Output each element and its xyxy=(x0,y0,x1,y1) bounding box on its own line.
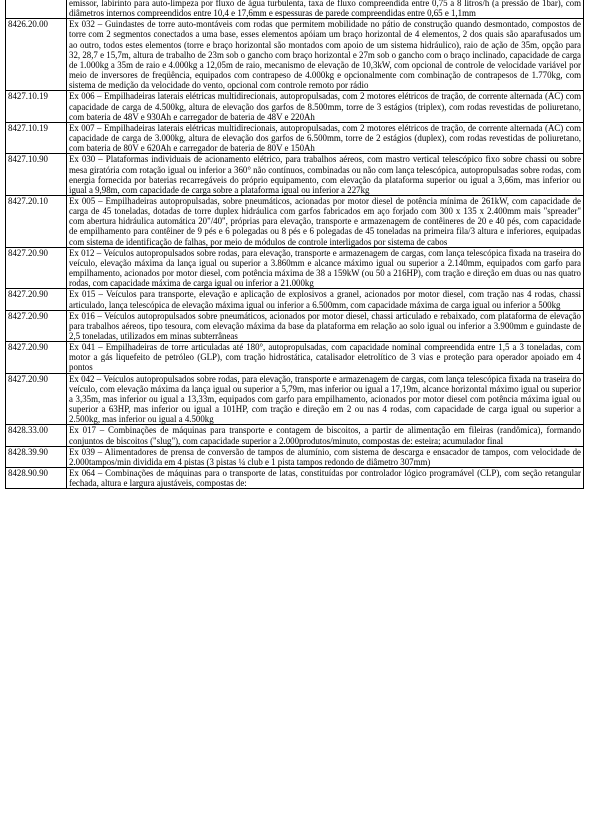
ncm-code-cell: 8427.10.90 xyxy=(6,154,67,196)
table-row xyxy=(6,468,584,489)
table-row xyxy=(6,195,584,247)
ncm-code-cell: 8427.20.90 xyxy=(6,310,67,341)
description-cell: Ex 006 – Empilhadeiras laterais elétricas multidirecionais, autopropulsadas, com 2 motores elétricos de tração, de corrente alternada (AC) com capacidade de carga de 4.500kg, altura de elevação dos garfos de 8.500mm, torre de 3 estágios (triplex), com rodas revestidas de poliuretano, com bateria de 48V e 930Ah e carregador de bateria de 48V e 220Ah xyxy=(67,91,584,122)
ncm-code-cell: 8427.10.19 xyxy=(6,122,67,153)
ncm-code-cell: 8427.10.19 xyxy=(6,91,67,122)
ncm-code-cell xyxy=(6,0,67,19)
table-row xyxy=(6,425,584,446)
table-row xyxy=(6,446,584,467)
table-row xyxy=(6,289,584,310)
description-cell: Ex 016 – Veículos autopropulsados sobre pneumáticos, acionados por motor diesel, chassi articulado e rebaixado, com plataforma de elevação para trabalhos aéreos, tipo tesoura, com elevação máxima da base da plataforma em relação ao solo igual ou inferior a 3.900mm e guindaste de 2,5 toneladas, utilizados em minas subterrâneas xyxy=(67,310,584,341)
table-row xyxy=(6,373,584,425)
description-cell: Ex 042 – Veículos autopropulsados sobre rodas, para elevação, transporte e armazenagem de cargas, com lança telescópica fixada na traseira do veículo, com elevação máxima da lança igual ou superior a 5,79m, mas inferior ou igual a 17,19m, alcance horizontal máximo igual ou superior a 3,35m, mas inferior ou igual a 13,33m, equipados com garfo para empilhamento, acionados por motor diesel com potência máxima igual ou superior a 63HP, mas inferior ou igual a 101HP, com tração e direção em 2 ou nas 4 rodas, com capacidade de carga igual ou superior a 2.500kg, mas inferior ou igual a 4.500kg xyxy=(67,373,584,425)
table-row xyxy=(6,342,584,373)
table-row xyxy=(6,91,584,122)
description-cell: Ex 064 – Combinações de máquinas para o transporte de latas, constituídas por controlador lógico programável (CLP), com seção retangular fechada, altura e largura ajustáveis, compostas de: xyxy=(67,468,584,489)
ncm-code-cell: 8428.39.90 xyxy=(6,446,67,467)
ncm-code-cell: 8427.20.90 xyxy=(6,247,67,289)
table-row xyxy=(6,310,584,341)
description-cell: Ex 007 – Empilhadeiras laterais elétricas multidirecionais, autopropulsadas, com 2 motores elétricos de tração, de corrente alternada (AC) com capacidade de carga de 3.000kg, altura de elevação dos garfos de 6.500mm, torre de 2 estágios (duplex), com rodas revestidas de poliuretano, com bateria de 80V e 620Ah e carregador de bateria de 80V e 150Ah xyxy=(67,122,584,153)
table-row xyxy=(6,0,584,19)
table-row xyxy=(6,19,584,91)
table-row xyxy=(6,122,584,153)
ncm-code-cell: 8427.20.10 xyxy=(6,195,67,247)
description-cell: Ex 015 – Veículos para transporte, elevação e aplicação de explosivos a granel, acionados por motor diesel, com tração nas 4 rodas, chassi articulado, lança telescópica de elevação máxima igual ou inferior a 6.500mm, com capacidade máxima de carga igual ou inferior a 500kg xyxy=(67,289,584,310)
ncm-code-cell: 8427.20.90 xyxy=(6,373,67,425)
ncm-code-cell: 8427.20.90 xyxy=(6,289,67,310)
ncm-code-cell: 8428.90.90 xyxy=(6,468,67,489)
description-cell: Ex 041 – Empilhadeiras de torre articuladas até 180°, autopropulsadas, com capacidade nominal compreendida entre 1,5 a 3 toneladas, com motor a gás liquefeito de petróleo (GLP), com tração hidrostática, catalisador eletrolítico de 3 vias e proteção para operador apoiado em 4 pontos xyxy=(67,342,584,373)
tariff-exception-table xyxy=(5,0,584,489)
ncm-code-cell: 8427.20.90 xyxy=(6,342,67,373)
ncm-code-cell: 8426.20.00 xyxy=(6,19,67,91)
description-cell: emissor, labirinto para auto-limpeza por fluxo de água turbulenta, taxa de fluxo compreendida entre 0,75 a 8 litros/h (a pressão de 1bar), com diâmetros internos compreendidos entre 10,4 e 17,6mm e espessuras de parede compreendidas entre 0,65 e 1,1mm xyxy=(67,0,584,19)
description-cell: Ex 032 – Guindastes de torre auto-montáveis com rodas que permitem mobilidade no pátio de construção quando desmontado, compostos de torre com 2 segmentos conectados a uma base, esses elementos apóiam um braço horizontal de 4 elementos, 2 dos quais são aparafusados um ao outro, todos estes elementos (torre e braço horizontal são montados com apoio de um sistema hidráulico), raio de ação de 35m, opção para 32, 28,7 e 15,7m, altura de trabalho de 23m sob o gancho com braço horizontal e 27m sob o gancho com o braço inclinado, capacidade de carga de 1.000kg a 35m de raio e 4.000kg a 12,05m de raio, mecanismo de elevação de 10,3kW, com opcional de controle de velocidade variável por meio de inversores de freqüência, equipados com contrapeso de 4.000kg e opcionalmente com combinação de contrapesos de 1.770kg, com sistema de medição da velocidade do vento, opcional com controle remoto por rádio xyxy=(67,19,584,91)
description-cell: Ex 012 – Veículos autopropulsados sobre rodas, para elevação, transporte e armazenagem de cargas, com lança telescópica fixada na traseira do veículo, elevação máxima da lança igual ou superior a 3.860mm e alcance máximo igual ou superior a 2.140mm, equipados com garfo para empilhamento, acionados por motor diesel, com potência máxima de 38 a 159kW (ou 50 a 216HP), com tração e direção em duas ou nas quatro rodas, com capacidade máxima de carga igual ou inferior a 21.000kg xyxy=(67,247,584,289)
description-cell: Ex 039 – Alimentadores de prensa de conversão de tampos de alumínio, com sistema de descarga e ensacador de tampos, com velocidade de 2.000tampos/min dividida em 4 pistas (3 pistas ¼ club e 1 pista tampos redondo de diâmetro 307mm) xyxy=(67,446,584,467)
table-row xyxy=(6,154,584,196)
description-cell: Ex 017 – Combinações de máquinas para transporte e contagem de biscoitos, a partir de alimentação em fileiras (randômica), formando conjuntos de biscoitos ("slug"), com capacidade superior a 2.000produtos/minuto, compostas de: esteira; acumulador final xyxy=(67,425,584,446)
table-row xyxy=(6,247,584,289)
ncm-code-cell: 8428.33.00 xyxy=(6,425,67,446)
description-cell: Ex 005 – Empilhadeiras autopropulsadas, sobre pneumáticos, acionadas por motor diesel de potência mínima de 261kW, com capacidade de carga de 45 toneladas, dotadas de torre duplex hidráulica com garfos fabricados em aço forjado com 300 x 135 x 2.400mm mais "spreader" com abertura hidráulica automática 20"/40", próprias para elevação, transporte e armazenagem de contêineres de 20 e 40 pés, com capacidade de empilhamento para contêiner de 9 pés e 6 polegadas ou 8 pés e 6 polegadas de 45 toneladas na primeira fila/3 altura e inferiores, equipadas com sistema de identificação de falhas, por meio de módulos de controle interligados por sistema de cabos xyxy=(67,195,584,247)
description-cell: Ex 030 – Plataformas individuais de acionamento elétrico, para trabalhos aéreos, com mastro vertical telescópico fixo sobre chassi ou sobre mesa giratória com rotação igual ou inferior a 360° não contínuos, combinadas ou não com lança telescópica, autopropulsadas sobre rodas, com energia fornecida por baterias recarregáveis do próprio equipamento, com elevação da plataforma superior ou igual a 3,66m, mas inferior ou igual a 9,98m, com capacidade de carga sobre a plataforma igual ou inferior a 227kg xyxy=(67,154,584,196)
